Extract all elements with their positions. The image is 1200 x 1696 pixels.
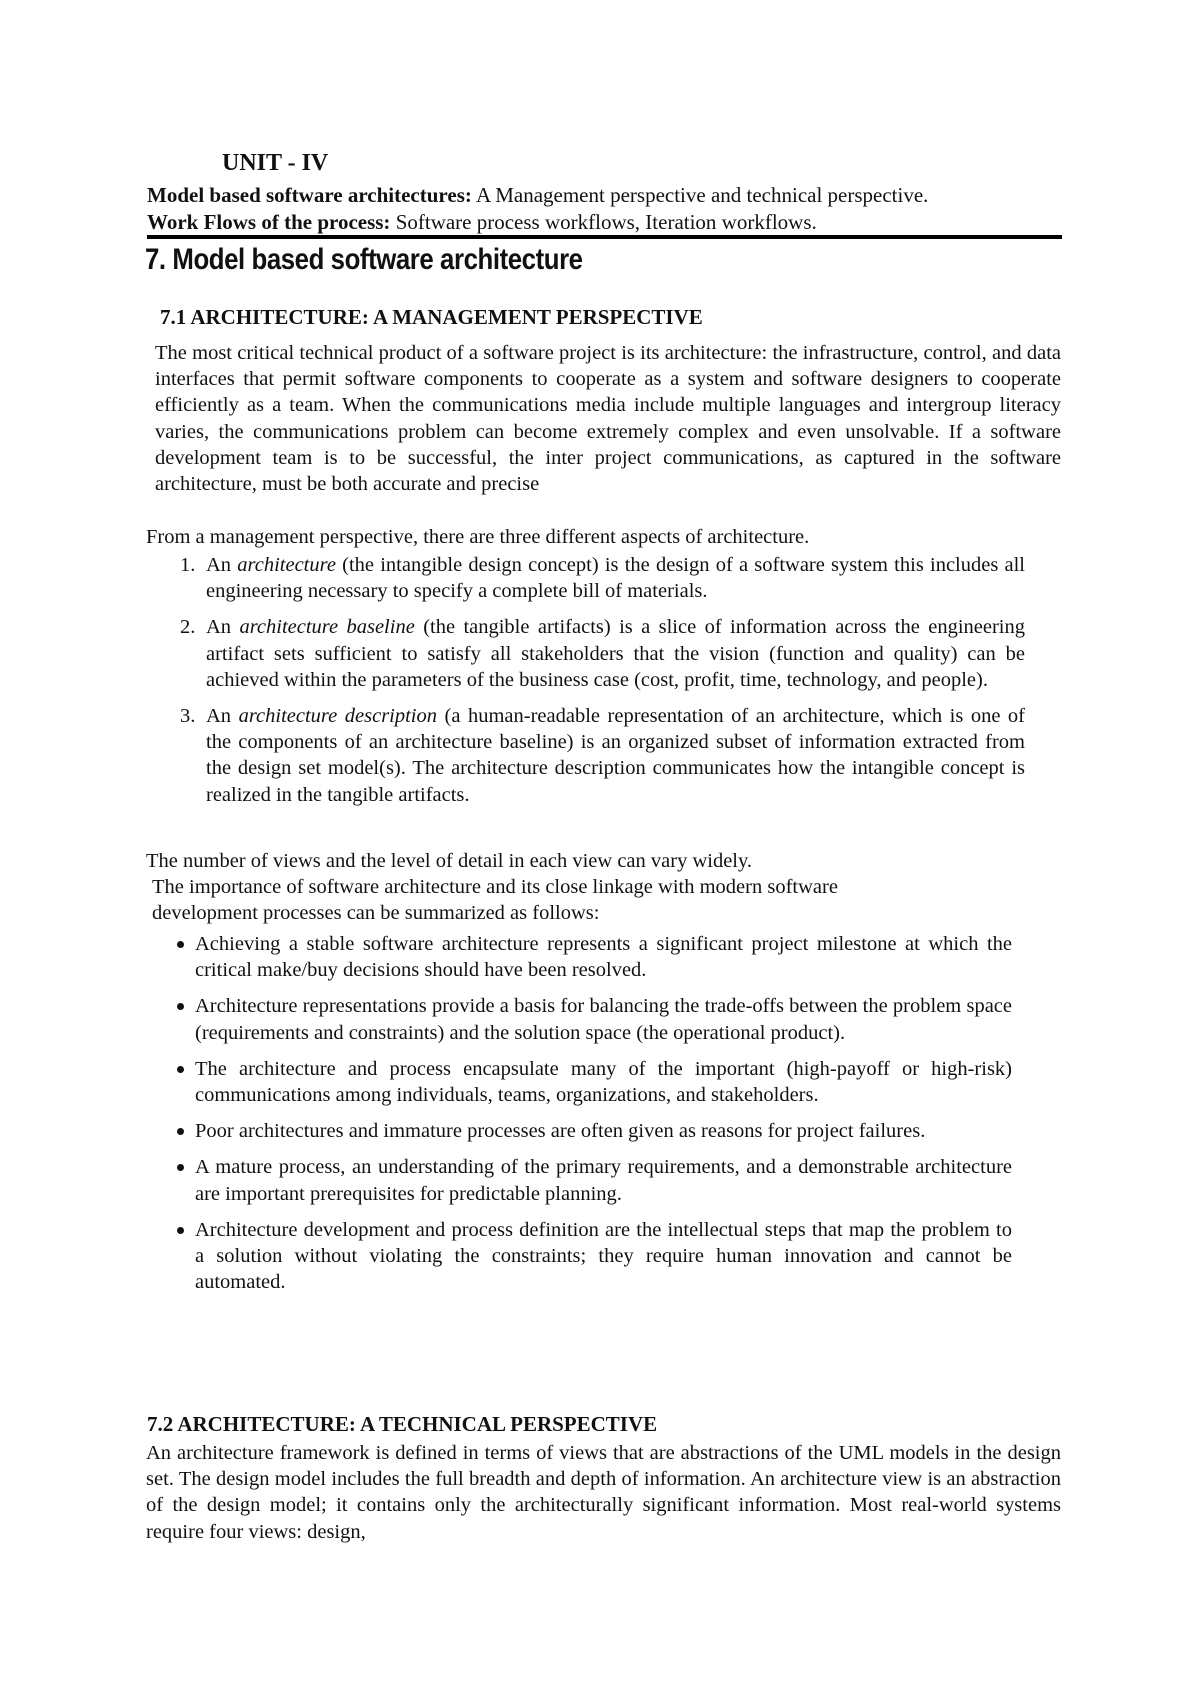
topic-text: A Management perspective and technical perspective. <box>471 183 929 207</box>
item-prefix: An <box>206 705 239 728</box>
topic-text: Software process workflows, Iteration workflows. <box>390 210 817 234</box>
list-number: 3. <box>180 705 196 728</box>
bullet-text: Architecture development and process definition are the intellectual steps that map the problem to a solution without violating the constraints; they require human innovation and cannot be automated. <box>195 1218 1012 1294</box>
list-item <box>175 1217 1012 1296</box>
chapter-title: 7. Model based software architecture <box>145 243 583 276</box>
list-item <box>175 993 1012 1045</box>
item-prefix: An <box>206 554 238 576</box>
bullet-text: The architecture and process encapsulate many of the important (high-payoff or high-risk) communications among individuals, teams, organizations, and stakeholders. <box>195 1057 1012 1107</box>
bullet-text: Architecture representations provide a basis for balancing the trade-offs between the problem space (requirements and constraints) and the solution space (the operational product). <box>195 995 1012 1044</box>
list-number: 2. <box>180 616 196 639</box>
unit-title: UNIT - IV <box>222 150 329 176</box>
item-prefix: An <box>206 616 240 639</box>
topic-label: Work Flows of the process: <box>147 210 391 234</box>
bullet-icon <box>177 941 184 948</box>
importance-line-1: The importance of software architecture and its close linkage with modern software <box>152 876 838 898</box>
aspects-list <box>172 552 1025 818</box>
item-text: (the intangible design concept) is the design of a software system this includes all engineering necessary to specify a complete bill of materials. <box>206 554 1026 603</box>
topic-line-architectures <box>147 183 928 208</box>
topic-label: Model based software architectures: <box>147 183 472 207</box>
bullet-text: Achieving a stable software architecture represents a significant project milestone at which the critical make/buy decisions should have been resolved. <box>195 933 1012 982</box>
list-item <box>175 1056 1012 1108</box>
bullet-text: Poor architectures and immature processes are often given as reasons for project failures. <box>195 1120 926 1143</box>
list-item <box>175 1118 1012 1144</box>
list-number: 1. <box>180 554 196 576</box>
bullet-text: A mature process, an understanding of the primary requirements, and a demonstrable architecture are important prerequisites for predictable planning. <box>195 1156 1012 1205</box>
section-heading-management: 7.1 ARCHITECTURE: A MANAGEMENT PERSPECTIVE <box>160 305 703 329</box>
item-text: (a human-readable representation of an architecture, which is one of the components of an architecture baseline) is an organized subset of information extracted from the design set model(s). The architecture description communicates how the intangible concept is realized in the tangible artifacts. <box>206 705 1026 806</box>
section-heading-technical: 7.2 ARCHITECTURE: A TECHNICAL PERSPECTIVE <box>147 1412 658 1436</box>
list-item <box>175 931 1012 983</box>
bullet-icon <box>177 1003 184 1010</box>
item-term: architecture description <box>238 705 438 728</box>
views-note: The number of views and the level of detail in each view can vary widely. <box>146 850 753 872</box>
importance-line-2: development processes can be summarized as follows: <box>152 902 600 924</box>
topic-line-workflows <box>147 210 817 235</box>
list-item <box>175 1154 1012 1206</box>
bullet-icon <box>177 1128 184 1135</box>
bullet-icon <box>177 1066 184 1073</box>
aspects-lead: From a management perspective, there are three different aspects of architecture. <box>146 526 810 548</box>
importance-bullets <box>175 931 1012 1305</box>
list-item <box>172 614 1025 693</box>
header-divider <box>147 235 1062 239</box>
item-term: architecture <box>237 554 336 576</box>
bullet-icon <box>177 1227 184 1234</box>
bullet-icon <box>177 1164 184 1171</box>
list-item <box>172 552 1025 604</box>
technical-paragraph: An architecture framework is defined in terms of views that are abstractions of the UML models in the design set. The design model includes the full breadth and depth of information. An architecture view is an abstraction of the design model; it contains only the architecturally significant information. Most real-world systems require four views: design, <box>146 1442 1061 1543</box>
item-term: architecture baseline <box>239 616 415 639</box>
list-item <box>172 703 1025 808</box>
item-text: (the tangible artifacts) is a slice of information across the engineering artifact sets sufficient to satisfy all stakeholders that the vision (function and quality) can be achieved within the parameters of the business case (cost, profit, time, technology, and people). <box>206 616 1025 691</box>
intro-paragraph: The most critical technical product of a software project is its architecture: the infrastructure, control, and data interfaces that permit software components to cooperate as a system and software designers to cooperate efficiently as a team. When the communications media include multiple languages and intergroup literacy varies, the communications problem can become extremely complex and even unsolvable. If a software development team is to be successful, the inter project communications, as captured in the software architecture, must be both accurate and precise <box>155 342 1061 496</box>
